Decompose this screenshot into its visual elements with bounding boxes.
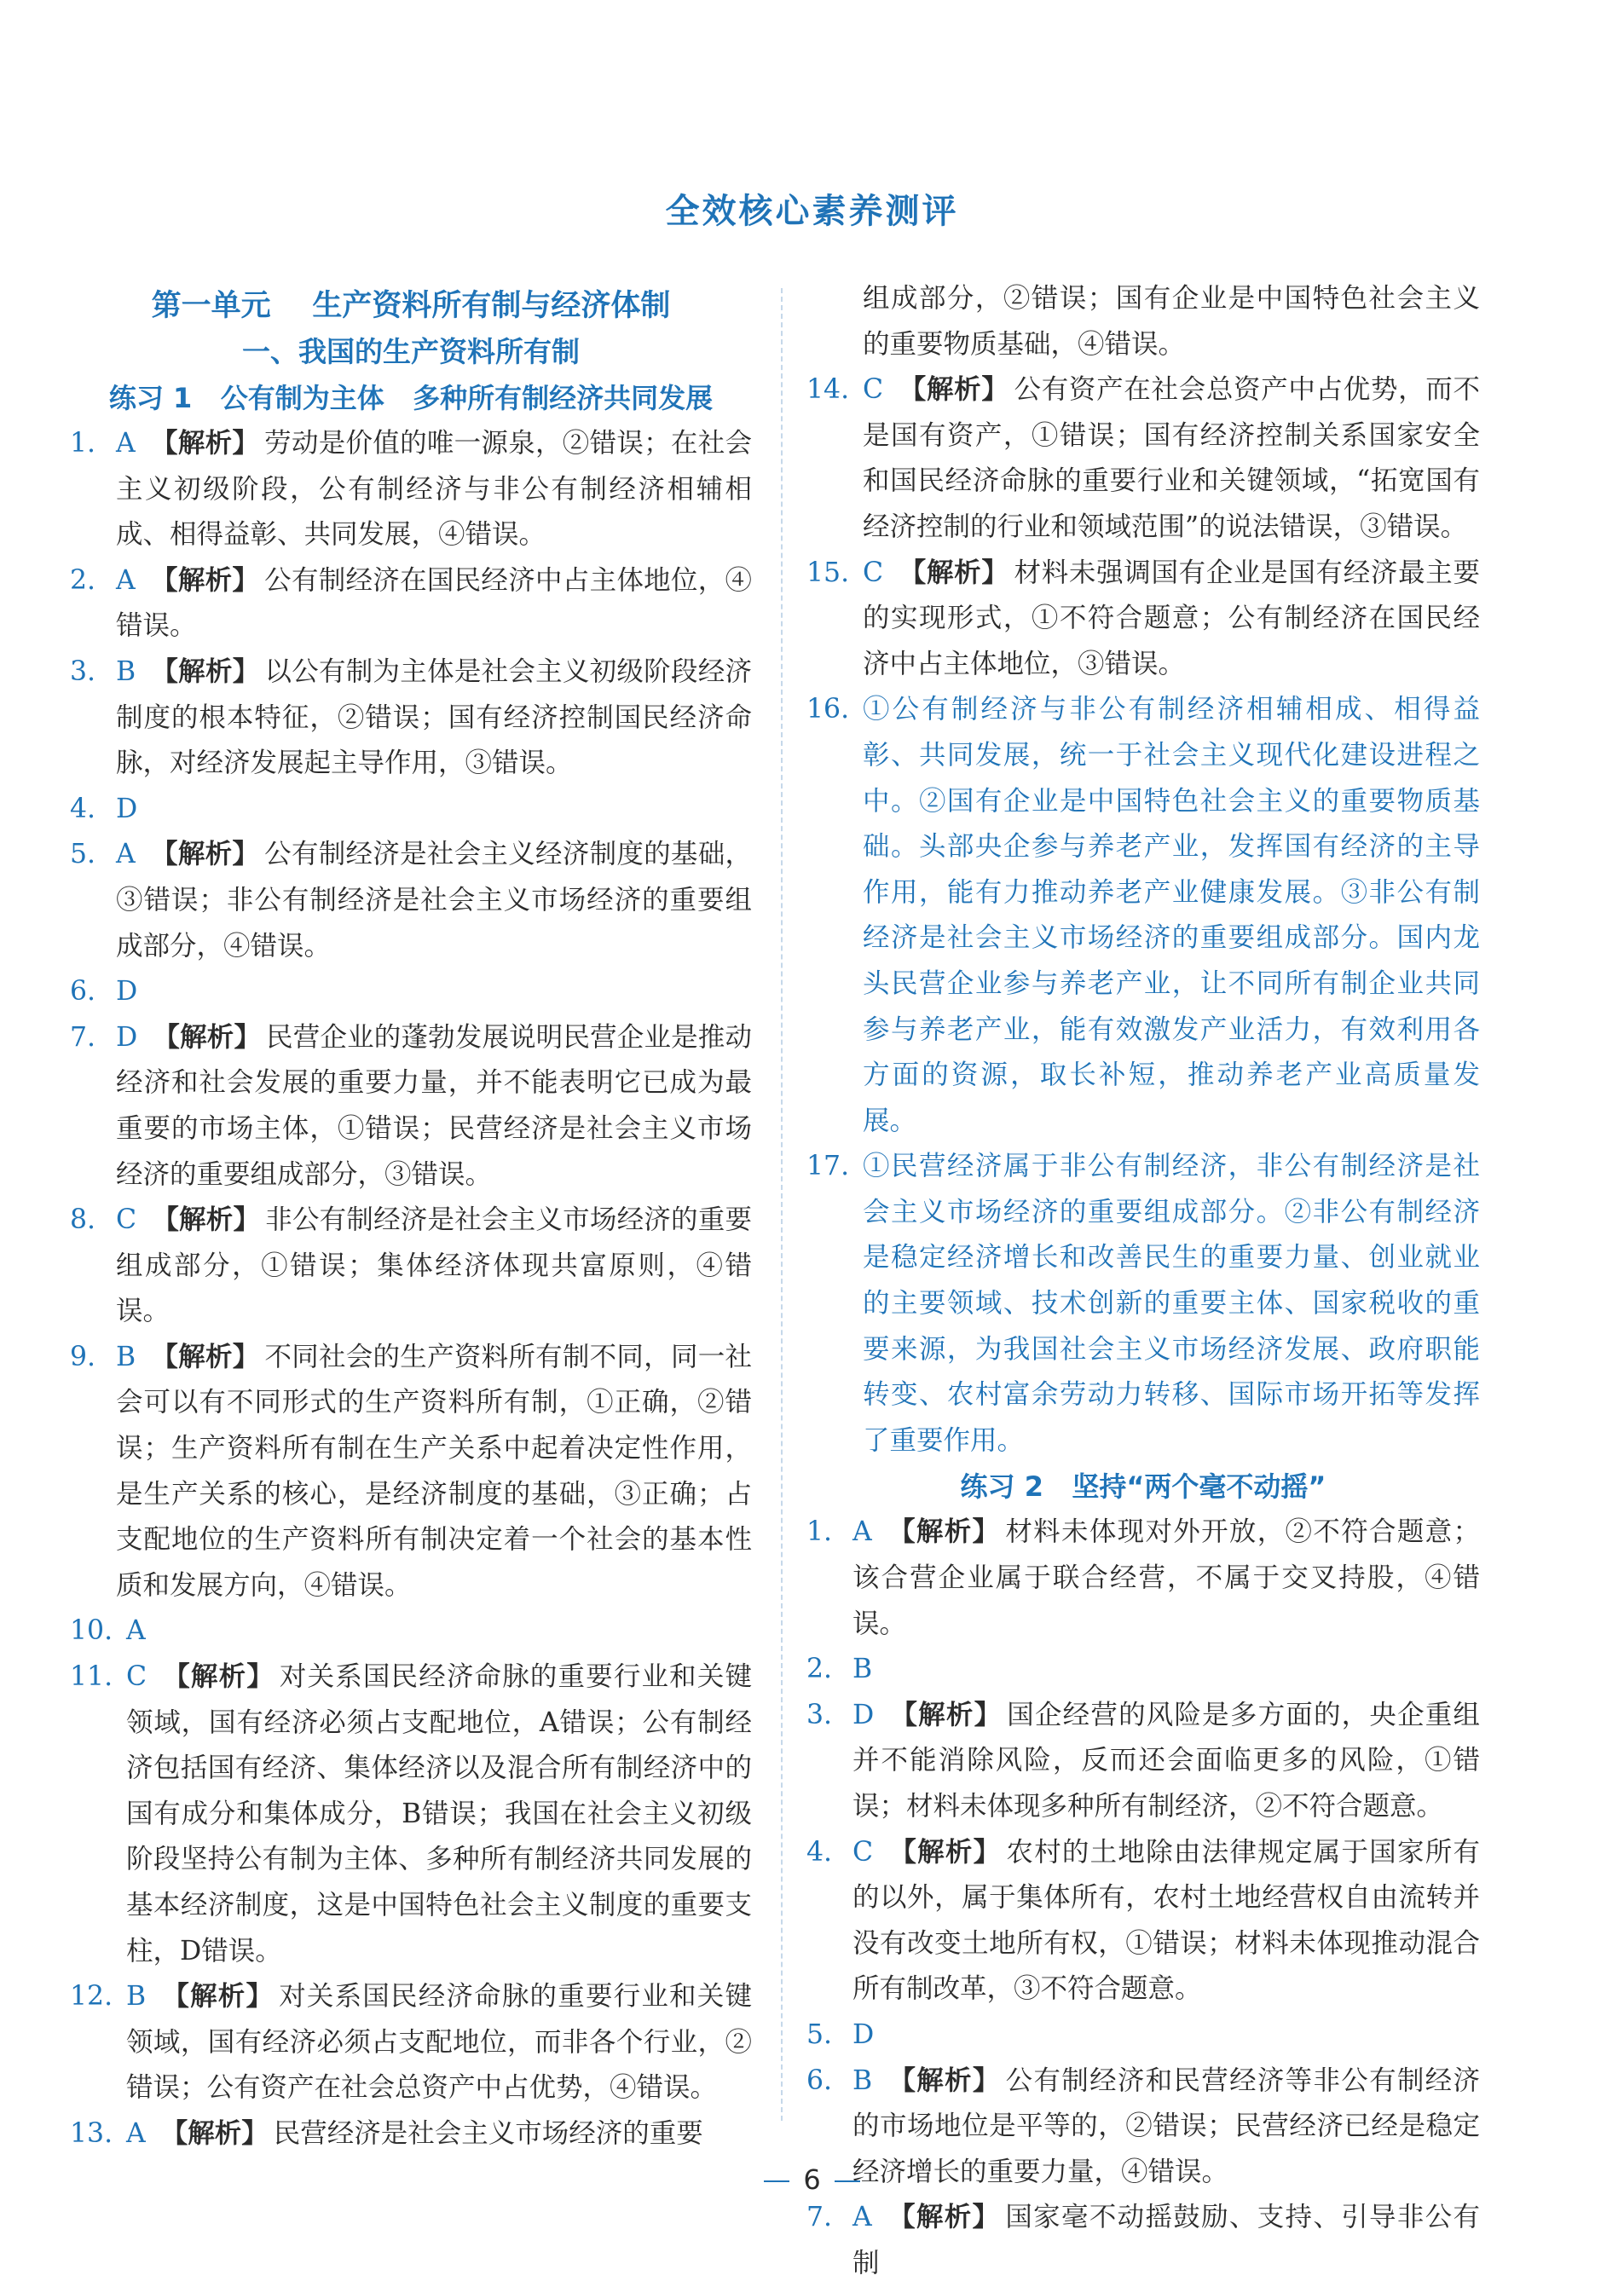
list-item xyxy=(806,1144,1480,1464)
analysis-tag: 【解析】 xyxy=(160,2117,269,2149)
item-text: 对关系国民经济命脉的重要行业和关键领域，国有经济必须占支配地位，而非各个行业，②错误；公有资产在社会总资产中占优势，④错误。 xyxy=(126,1981,752,2104)
list-item xyxy=(806,1510,1480,1647)
list-item xyxy=(70,1198,752,1335)
item-text: 公有制经济在国民经济中占主体地位，④错误。 xyxy=(116,564,752,642)
exercise-1-answers-continued xyxy=(806,367,1480,687)
right-column xyxy=(806,276,1480,2287)
item-text: 不同社会的生产资料所有制不同，同一社会可以有不同形式的生产资料所有制，①正确，②错误；生产资料所有制在生产关系中起着决定性作用，是生产关系的核心，是经济制度的基础，③正确；占支配地位的生产资料所有制决定着一个社会的基本性质和发展方向，④错误。 xyxy=(116,1341,752,1601)
list-item xyxy=(70,787,752,833)
analysis-tag: 【解析】 xyxy=(162,1661,275,1693)
analysis-tag: 【解析】 xyxy=(888,1836,1002,1868)
list-item xyxy=(806,1830,1480,2013)
item-number: 3. xyxy=(806,1699,833,1730)
item-number: 1. xyxy=(806,1516,833,1548)
page-number xyxy=(0,2163,1624,2196)
page-title: 全效核心素养测评 xyxy=(665,192,959,231)
item-number: 5. xyxy=(70,839,96,870)
exercise-1-answers xyxy=(70,421,752,2157)
analysis-tag: 【解析】 xyxy=(150,428,260,459)
item-number: 6. xyxy=(806,2065,833,2096)
analysis-tag: 【解析】 xyxy=(151,1341,260,1372)
item-number: 10. xyxy=(70,1615,113,1647)
item-answer: B xyxy=(116,655,136,687)
item-number: 7. xyxy=(70,1021,96,1053)
item-answer: B xyxy=(126,1981,147,2013)
item-text: 材料未强调国有企业是国有经济最主要的实现形式，①不符合题意；公有制经济在国民经济中占主体地位，③错误。 xyxy=(863,557,1480,679)
item-text: 国家毫不动摇鼓励、支持、引导非公有制 xyxy=(852,2202,1480,2278)
list-item xyxy=(70,1335,752,1609)
list-item xyxy=(70,1608,752,1655)
item-text: 非公有制经济是社会主义市场经济的重要组成部分，①错误；集体经济体现共富原则，④错误。 xyxy=(116,1204,752,1327)
list-item xyxy=(70,558,752,650)
exercise-1-title: 练习 1 公有制为主体 多种所有制经济共同发展 xyxy=(108,382,714,414)
list-item xyxy=(806,367,1480,550)
analysis-tag: 【解析】 xyxy=(161,1981,275,2013)
left-column xyxy=(70,283,752,2157)
item-number: 4. xyxy=(806,1836,833,1868)
item-text: 民营企业的蓬勃发展说明民营企业是推动经济和社会发展的重要力量，并不能表明它已成为最重要的市场主体，①错误；民营经济是社会主义市场经济的重要组成部分，③错误。 xyxy=(116,1021,752,1190)
item-answer: D xyxy=(852,2018,875,2050)
item-text: 公有制经济和民营经济等非公有制经济的市场地位是平等的，②错误；民营经济已经是稳定经济增长的重要力量，④错误。 xyxy=(852,2065,1480,2187)
list-item-13-continued xyxy=(806,276,1480,367)
item-answer: A xyxy=(116,564,136,596)
list-item xyxy=(70,650,752,787)
item-answer: A xyxy=(116,839,136,870)
list-item xyxy=(70,969,752,1015)
list-item xyxy=(806,1647,1480,1693)
item-number: 9. xyxy=(70,1341,96,1372)
item-number: 12. xyxy=(70,1981,113,2013)
analysis-tag: 【解析】 xyxy=(889,1699,1003,1730)
item-text: 公有资产在社会总资产中占优势，而不是国有资产，①错误；国有经济控制关系国家安全和国民经济命脉的重要行业和关键领域，“拓宽国有经济控制的行业和领域范围”的说法错误，③错误。 xyxy=(863,374,1480,542)
footer-dash-right xyxy=(835,2180,860,2182)
item-number: 7. xyxy=(806,2202,833,2233)
item-answer: D xyxy=(116,793,138,824)
item-number: 11. xyxy=(70,1661,113,1693)
footer-dash-left xyxy=(764,2180,789,2182)
analysis-tag: 【解析】 xyxy=(151,655,260,687)
item-number: 8. xyxy=(70,1204,96,1236)
exercise-2-title: 练习 2 坚持“两个毫不动摇” xyxy=(960,1470,1326,1504)
item-answer: C xyxy=(126,1661,147,1693)
item-answer: D xyxy=(116,1021,138,1053)
exercise-1-open-answers xyxy=(806,687,1480,1464)
item-answer: C xyxy=(863,557,884,588)
list-item xyxy=(806,2195,1480,2286)
item-text: 对关系国民经济命脉的重要行业和关键领域，国有经济必须占支配地位，A错误；公有制经济包括国有经济、集体经济以及混合所有制经济中的国有成分和集体成分，B错误；我国在社会主义初级阶段坚持公有制为主体、多种所有制经济共同发展的基本经济制度，这是中国特色社会主义制度的重要支柱，D错误。 xyxy=(126,1661,752,1966)
list-item xyxy=(806,2013,1480,2059)
item-answer: A xyxy=(126,1615,146,1647)
item-number: 15. xyxy=(806,557,850,588)
analysis-tag: 【解析】 xyxy=(899,374,1009,406)
item-number: 14. xyxy=(806,374,850,406)
item-text: 以公有制为主体是社会主义初级阶段经济制度的根本特征，②错误；国有经济控制国民经济命脉，对经济发展起主导作用，③错误。 xyxy=(116,655,752,779)
unit-title: 第一单元 生产资料所有制与经济体制 xyxy=(151,289,671,323)
item-text: 农村的土地除由法律规定属于国家所有的以外，属于集体所有，农村土地经营权自由流转并没有改变土地所有权，①错误；材料未体现推动混合所有制改革，③不符合题意。 xyxy=(852,1836,1480,2005)
list-item xyxy=(806,1693,1480,1830)
item-answer: D xyxy=(852,1699,875,1730)
item-text: ①民营经济属于非公有制经济，非公有制经济是社会主义市场经济的重要组成部分。②非公有制经济是稳定经济增长和改善民生的重要力量、创业就业的主要领域、技术创新的重要主体、国家税收的重要来源，为我国社会主义市场经济发展、政府职能转变、农村富余劳动力转移、国际市场开拓等发挥了重要作用。 xyxy=(863,1151,1480,1456)
analysis-tag: 【解析】 xyxy=(150,564,260,596)
list-item xyxy=(70,2111,752,2157)
item-text: 公有制经济是社会主义经济制度的基础，③错误；非公有制经济是社会主义市场经济的重要组成部分，④错误。 xyxy=(116,839,752,962)
item-text: 组成部分，②错误；国有企业是中国特色社会主义的重要物质基础，④错误。 xyxy=(863,283,1480,360)
item-answer: A xyxy=(852,1516,872,1548)
analysis-tag: 【解析】 xyxy=(152,1204,261,1236)
item-answer: C xyxy=(116,1204,137,1236)
list-item xyxy=(70,832,752,969)
page-number-text: 6 xyxy=(803,2163,821,2196)
item-answer: C xyxy=(852,1836,874,1868)
item-number: 2. xyxy=(806,1654,833,1685)
item-answer: A xyxy=(852,2202,872,2233)
analysis-tag: 【解析】 xyxy=(150,839,260,870)
item-number: 13. xyxy=(70,2117,113,2149)
list-item xyxy=(806,687,1480,1144)
item-text: 材料未体现对外开放，②不符合题意；该合营企业属于联合经营，不属于交叉持股，④错误。 xyxy=(852,1516,1480,1639)
item-answer: A xyxy=(126,2117,146,2149)
analysis-tag: 【解析】 xyxy=(887,2065,1001,2096)
analysis-tag: 【解析】 xyxy=(899,557,1009,588)
item-answer: B xyxy=(852,2065,873,2096)
list-item xyxy=(70,1655,752,1974)
analysis-tag: 【解析】 xyxy=(887,2202,1001,2233)
item-answer: B xyxy=(852,1654,873,1685)
item-answer: B xyxy=(116,1341,136,1372)
list-item xyxy=(70,1015,752,1198)
item-answer: A xyxy=(116,428,136,459)
item-number: 5. xyxy=(806,2018,833,2050)
item-text: 劳动是价值的唯一源泉，②错误；在社会主义初级阶段，公有制经济与非公有制经济相辅相成、相得益彰、共同发展，④错误。 xyxy=(116,428,752,551)
item-text: 国企经营的风险是多方面的，央企重组并不能消除风险，反而还会面临更多的风险，①错误；材料未体现多种所有制经济，②不符合题意。 xyxy=(852,1699,1480,1822)
column-divider xyxy=(781,288,783,2121)
item-number: 6. xyxy=(70,976,96,1008)
item-number: 2. xyxy=(70,564,96,596)
analysis-tag: 【解析】 xyxy=(887,1516,1001,1548)
item-number: 17. xyxy=(806,1151,850,1182)
list-item xyxy=(806,551,1480,688)
item-number: 3. xyxy=(70,655,96,687)
item-number: 16. xyxy=(806,694,850,725)
analysis-tag: 【解析】 xyxy=(153,1021,262,1053)
item-number: 1. xyxy=(70,428,96,459)
item-answer: C xyxy=(863,374,884,406)
item-answer: D xyxy=(116,976,138,1008)
item-text: 民营经济是社会主义市场经济的重要 xyxy=(273,2117,703,2149)
list-item xyxy=(70,421,752,558)
item-text: ①公有制经济与非公有制经济相辅相成、相得益彰、共同发展，统一于社会主义现代化建设进程之中。②国有企业是中国特色社会主义的重要物质基础。头部央企参与养老产业，发挥国有经济的主导作用，能有力推动养老产业健康发展。③非公有制经济是社会主义市场经济的重要组成部分。国内龙头民营企业参与养老产业，让不同所有制企业共同参与养老产业，能有效激发产业活力，有效利用各方面的资源，取长补短，推动养老产业高质量发展。 xyxy=(863,694,1480,1136)
list-item xyxy=(70,1974,752,2111)
item-number: 4. xyxy=(70,793,96,824)
section-title: 一、我国的生产资料所有制 xyxy=(242,335,580,368)
